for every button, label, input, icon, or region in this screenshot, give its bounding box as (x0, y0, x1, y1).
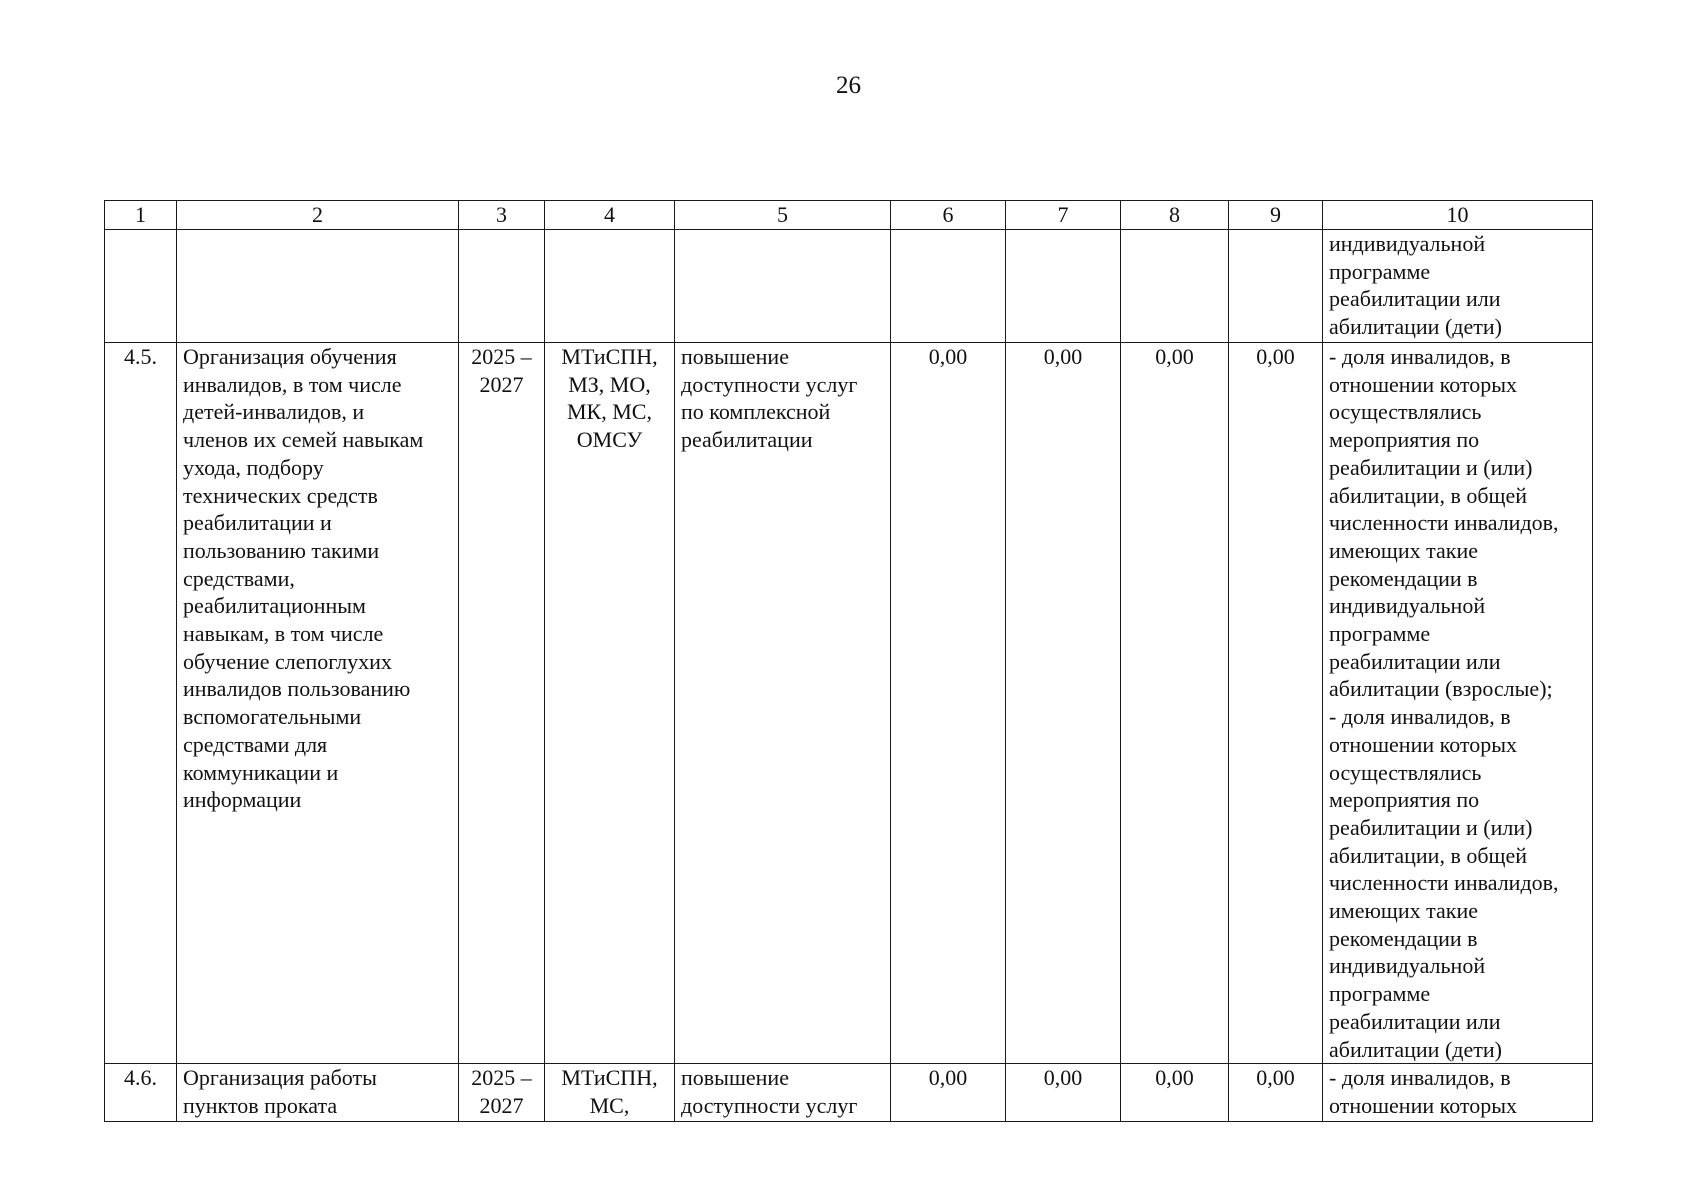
column-header-1: 1 (105, 201, 177, 230)
funding-value-cell: 0,00 (1006, 343, 1121, 1064)
measures-table (104, 200, 1593, 1122)
column-number-header-row (105, 201, 1593, 230)
column-header-9: 9 (1229, 201, 1323, 230)
executors-cell: МТиСПН, МЗ, МО, МК, МС, ОМСУ (545, 343, 675, 1064)
row-number-cell: 4.6. (105, 1064, 177, 1122)
indicator-cell: - доля инвалидов, в отношении которых (1323, 1064, 1593, 1122)
funding-value-cell: 0,00 (1121, 1064, 1229, 1122)
funding-value-cell (891, 230, 1006, 343)
funding-value-cell: 0,00 (1006, 1064, 1121, 1122)
period-cell: 2025 – 2027 (459, 1064, 545, 1122)
column-header-4: 4 (545, 201, 675, 230)
executors-cell: МТиСПН, МС, (545, 1064, 675, 1122)
row-number-cell: 4.5. (105, 343, 177, 1064)
expected-result-cell (675, 230, 891, 343)
period-cell: 2025 – 2027 (459, 343, 545, 1064)
funding-value-cell: 0,00 (891, 1064, 1006, 1122)
funding-value-cell: 0,00 (1229, 1064, 1323, 1122)
table-row-4-6 (105, 1064, 1593, 1122)
indicator-cell: - доля инвалидов, в отношении которых осуществлялись мероприятия по реабилитации и (или) абилитации, в общей численности инвалидов, имеющих такие рекомендации в индивидуальной программе реабилитации или абилитации (взрослые); - доля инвалидов, в отношении которых осуществлялись мероприятия по реабилитации и (или) абилитации, в общей численности инвалидов, имеющих такие рекомендации в индивидуальной программе реабилитации или абилитации (дети) (1323, 343, 1593, 1064)
funding-value-cell: 0,00 (891, 343, 1006, 1064)
column-header-8: 8 (1121, 201, 1229, 230)
column-header-5: 5 (675, 201, 891, 230)
period-cell (459, 230, 545, 343)
column-header-3: 3 (459, 201, 545, 230)
executors-cell (545, 230, 675, 343)
funding-value-cell (1006, 230, 1121, 343)
indicator-cell: индивидуальной программе реабилитации или абилитации (дети) (1323, 230, 1593, 343)
column-header-10: 10 (1323, 201, 1593, 230)
expected-result-cell: повышение доступности услуг (675, 1064, 891, 1122)
row-number-cell (105, 230, 177, 343)
measure-name-cell (177, 230, 459, 343)
table-row-continuation (105, 230, 1593, 343)
funding-value-cell: 0,00 (1229, 343, 1323, 1064)
column-header-7: 7 (1006, 201, 1121, 230)
measure-name-cell: Организация обучения инвалидов, в том числе детей-инвалидов, и членов их семей навыкам ухода, подбору технических средств реабилитации и пользованию такими средствами, реабилитационным навыкам, в том числе обучение слепоглухих инвалидов пользованию вспомогательными средствами для коммуникации и информации (177, 343, 459, 1064)
funding-value-cell: 0,00 (1121, 343, 1229, 1064)
column-header-6: 6 (891, 201, 1006, 230)
table-row-4-5 (105, 343, 1593, 1064)
funding-value-cell (1121, 230, 1229, 343)
funding-value-cell (1229, 230, 1323, 343)
expected-result-cell: повышение доступности услуг по комплексной реабилитации (675, 343, 891, 1064)
page-number: 26 (836, 72, 861, 99)
measure-name-cell: Организация работы пунктов проката (177, 1064, 459, 1122)
column-header-2: 2 (177, 201, 459, 230)
